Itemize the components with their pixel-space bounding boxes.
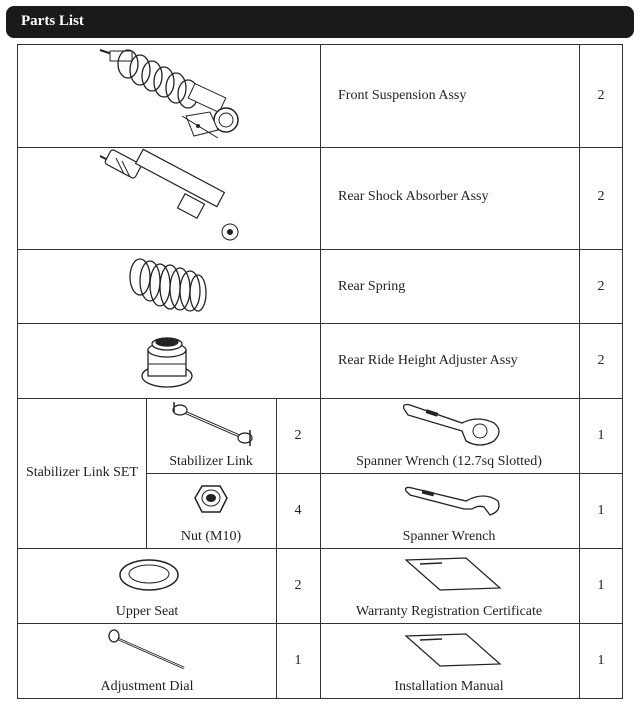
upper-seat-qty: 2 xyxy=(294,578,302,593)
row-name: Rear Ride Height Adjuster Assy xyxy=(338,353,518,368)
spanner-qty: 1 xyxy=(597,503,605,518)
adjustment-dial-qty: 1 xyxy=(294,653,302,668)
parts-list-title: Parts List xyxy=(21,13,84,29)
rear-shock-icon xyxy=(98,152,240,244)
warranty-name: Warranty Registration Certificate xyxy=(355,604,543,619)
rear-spring-icon xyxy=(126,253,208,317)
upper-seat-icon xyxy=(118,558,180,592)
nut-qty: 4 xyxy=(294,503,302,518)
row-qty: 2 xyxy=(597,189,605,204)
row-qty: 2 xyxy=(597,279,605,294)
row-name: Rear Shock Absorber Assy xyxy=(338,189,489,204)
adjustment-dial-icon xyxy=(106,628,188,672)
warranty-qty: 1 xyxy=(597,578,605,593)
stabilizer-set-label: Stabilizer Link SET xyxy=(26,465,138,480)
stabilizer-link-icon xyxy=(170,400,256,448)
row-qty: 2 xyxy=(597,88,605,103)
adjustment-dial-name: Adjustment Dial xyxy=(100,679,194,694)
spanner-icon xyxy=(402,485,502,519)
spanner-slotted-name: Spanner Wrench (12.7sq Slotted) xyxy=(356,454,542,469)
upper-seat-name: Upper Seat xyxy=(115,604,179,619)
row-name: Front Suspension Assy xyxy=(338,88,467,103)
installation-manual-icon xyxy=(402,632,502,668)
manual-qty: 1 xyxy=(597,653,605,668)
rear-adjuster-icon xyxy=(140,330,194,392)
row-qty: 2 xyxy=(597,353,605,368)
stabilizer-link-name: Stabilizer Link xyxy=(169,454,253,469)
spanner-slotted-icon xyxy=(400,401,504,449)
manual-name: Installation Manual xyxy=(394,679,504,694)
nut-name: Nut (M10) xyxy=(180,529,242,544)
front-suspension-icon xyxy=(98,46,248,142)
nut-icon xyxy=(194,484,228,516)
stabilizer-link-qty: 2 xyxy=(294,428,302,443)
spanner-name: Spanner Wrench xyxy=(402,529,496,544)
row-name: Rear Spring xyxy=(338,279,406,294)
spanner-slotted-qty: 1 xyxy=(597,428,605,443)
warranty-certificate-icon xyxy=(402,556,502,592)
